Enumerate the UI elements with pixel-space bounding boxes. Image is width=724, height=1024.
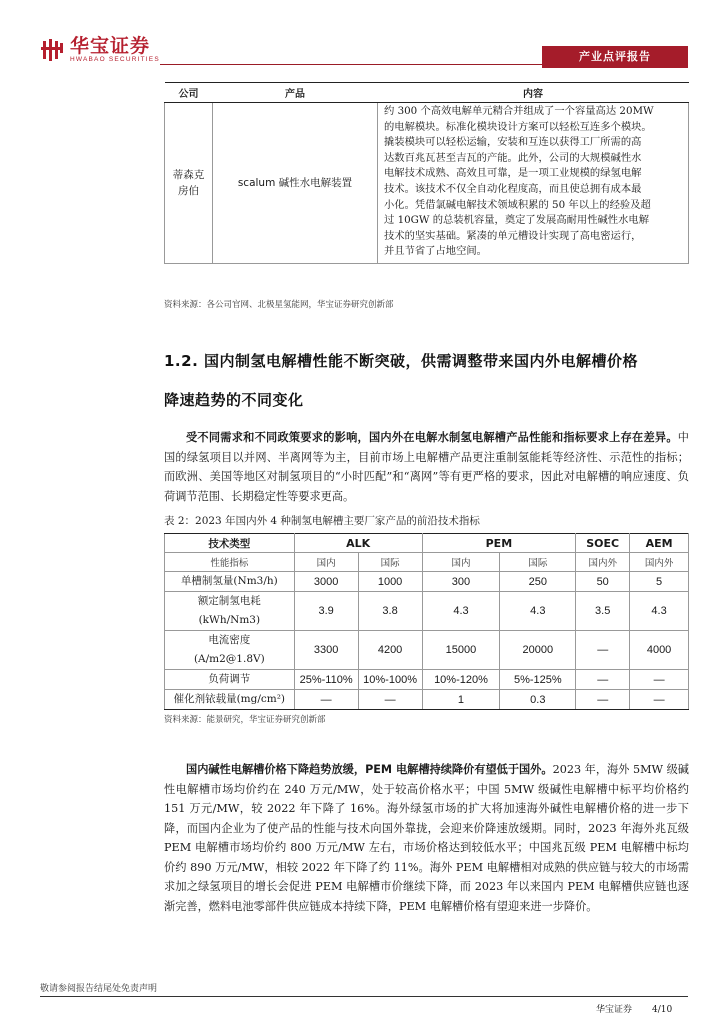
- company-cell: [165, 103, 213, 264]
- cell: 10%-120%: [422, 670, 500, 690]
- paragraph-2-lead: 国内碱性电解槽价格下降趋势放缓，PEM 电解槽持续降价有望低于国外。: [186, 763, 553, 776]
- row-label: 催化剂铱载量(mg/cm²): [165, 690, 295, 710]
- company-line: 房伯: [178, 184, 199, 197]
- header-aem: AEM: [630, 534, 689, 553]
- row-label-line: 额定制氢电耗: [197, 595, 261, 607]
- cell: —: [294, 690, 358, 710]
- content-line: 达数百兆瓦甚至吉瓦的产能。此外，公司的大规模碱性水: [384, 151, 642, 164]
- table-header-row: [165, 83, 689, 103]
- table-row: [165, 592, 689, 631]
- table2-source: 资料来源：能景研究，华宝证券研究创新部: [164, 715, 326, 725]
- content-line: 撬装模块可以轻松运输，安装和互连以获得工厂所需的高: [384, 136, 642, 149]
- table-row: [165, 572, 689, 592]
- cell: 5: [630, 572, 689, 592]
- subhead: 国内外: [630, 553, 689, 572]
- cell: 4.3: [422, 592, 500, 631]
- subhead: 国内外: [576, 553, 630, 572]
- cell: —: [576, 690, 630, 710]
- cell: 250: [500, 572, 576, 592]
- content-line: 电解技术成熟、高效且可靠，是一项工业规模的绿氢电解: [384, 167, 642, 180]
- cell: 3000: [294, 572, 358, 592]
- cell: —: [358, 690, 422, 710]
- cell: 5%-125%: [500, 670, 576, 690]
- table-row: [165, 670, 689, 690]
- row-label-line: 电流密度: [208, 634, 251, 646]
- subhead: 国际: [358, 553, 422, 572]
- company-line: 蒂森克: [172, 168, 205, 181]
- content-line: 小化。凭借氯碱电解技术领域积累的 50 年以上的经验及超: [384, 198, 651, 211]
- page-number: 4/10: [652, 1005, 673, 1015]
- cell: 50: [576, 572, 630, 592]
- table-header-row: [165, 534, 689, 553]
- cell: 3.5: [576, 592, 630, 631]
- company-logo: [40, 36, 160, 64]
- product-cell: scalum 碱性水电解装置: [213, 103, 378, 264]
- paragraph-2-text: 2023 年，海外 5MW 级碱性电解槽市场均价约在 240 万元/MW，处于较高价格水平；中国 5MW 级碱性电解槽中标平均价格约 151 万元/MW，较 2022 年下降了 16%。海外绿氢市场的扩大将加速海外碱性电解槽价格的进一步下降，而国内企业为了使产品的性能与技术向国外靠拢，会迎来价降速放缓期。同时，2023 年海外兆瓦级 PEM 电解槽市场均价约 800 万元/MW 左右，市场价格达到较低水平；中国兆瓦级 PEM 电解槽中标均价约 890 万元/MW，相较 2022 年下降了约 11%。海外 PEM 电解槽相对成熟的供应链与较大的市场需求加之绿氢项目的增长会促进 PEM 电解槽市价继续下降，而 2023 年以来国内 PEM 电解槽供应链也逐渐完善，燃料电池零部件供应链成本持续下降，PEM 电解槽价格有望迎来进一步降价。: [164, 763, 689, 913]
- table1-source: 资料来源：各公司官网、北极星氢能网，华宝证券研究创新部: [164, 300, 394, 310]
- subhead: 国内: [294, 553, 358, 572]
- cell: 1: [422, 690, 500, 710]
- cell: 10%-100%: [358, 670, 422, 690]
- report-type-badge: 产业点评报告: [542, 46, 688, 68]
- cell: 4.3: [500, 592, 576, 631]
- table-row: [165, 690, 689, 710]
- header-content: 内容: [378, 83, 689, 103]
- perf-label: 性能指标: [165, 553, 295, 572]
- row-label: 负荷调节: [165, 670, 295, 690]
- content-line: 约 300 个高效电解单元精合并组成了一个容量高达 20MW: [384, 105, 654, 117]
- table-row: [165, 631, 689, 670]
- logo-mark-icon: [40, 37, 66, 63]
- disclaimer-note: 敬请参阅报告结尾处免责声明: [40, 984, 158, 994]
- footer-company: 华宝证券: [596, 1005, 633, 1015]
- table-subheader-row: [165, 553, 689, 572]
- cell: 15000: [422, 631, 500, 670]
- header-divider: [160, 64, 542, 65]
- header-product: 产品: [213, 83, 378, 103]
- row-label: [165, 631, 295, 670]
- paragraph-1-text: 中国的绿氢项目以并网、半离网等为主，目前市场上电解槽产品更注重制氢能耗等经济性、示范性的指标；而欧洲、美国等地区对制氢项目的“小时匹配”和“离网”等有更严格的要求，因此对电解槽的响应速度、负荷调节范围、长期稳定性等要求更高。: [164, 431, 689, 503]
- cell: 25%-110%: [294, 670, 358, 690]
- header-soec: SOEC: [576, 534, 630, 553]
- table2-caption: 表 2：2023 年国内外 4 种制氢电解槽主要厂家产品的前沿技术指标: [164, 515, 480, 527]
- page-header: [0, 0, 724, 70]
- header-alk: ALK: [294, 534, 422, 553]
- cell: 20000: [500, 631, 576, 670]
- footer-divider: [40, 996, 688, 997]
- cell: 3.9: [294, 592, 358, 631]
- content-line: 并且节省了占地空间。: [384, 245, 487, 258]
- paragraph-1: [164, 428, 689, 506]
- cell: —: [630, 670, 689, 690]
- row-label-line: (kWh/Nm3): [198, 614, 261, 626]
- cell: 4.3: [630, 592, 689, 631]
- logo-english-name: HWABAO SECURITIES: [70, 56, 160, 63]
- paragraph-2: [164, 760, 689, 916]
- cell: 4200: [358, 631, 422, 670]
- logo-chinese-name: 华宝证券: [70, 35, 151, 57]
- cell: —: [576, 670, 630, 690]
- subhead: 国内: [422, 553, 500, 572]
- header-tech-type: 技术类型: [165, 534, 295, 553]
- paragraph-1-lead: 受不同需求和不同政策要求的影响，国内外在电解水制氢电解槽产品性能和指标要求上存在差异。: [186, 431, 678, 444]
- section-title-line1: 1.2. 国内制氢电解槽性能不断突破，供需调整带来国内外电解槽价格: [164, 352, 638, 370]
- footer-info: [596, 1002, 692, 1015]
- content-line: 过 10GW 的总装机容量，奠定了发展高耐用性碱性水电解: [384, 214, 649, 227]
- content-line: 技术的坚实基础。紧凑的单元槽设计实现了高电密运行，: [384, 229, 642, 242]
- content-line: 技术。该技术不仅全自动化程度高，而且使总拥有成本最: [384, 182, 642, 195]
- row-label: 单槽制氢量(Nm3/h): [165, 572, 295, 592]
- row-label: [165, 592, 295, 631]
- section-title-line2: 降速趋势的不同变化: [164, 391, 304, 409]
- cell: 1000: [358, 572, 422, 592]
- table-row: [165, 103, 689, 264]
- header-pem: PEM: [422, 534, 576, 553]
- company-product-table: [164, 82, 689, 264]
- content-line: 的电解模块。标准化模块设计方案可以轻松互连多个模块。: [384, 120, 652, 133]
- cell: 3.8: [358, 592, 422, 631]
- cell: 300: [422, 572, 500, 592]
- cell: 4000: [630, 631, 689, 670]
- cell: 0.3: [500, 690, 576, 710]
- cell: —: [576, 631, 630, 670]
- cell: —: [630, 690, 689, 710]
- tech-indicator-table: [164, 533, 689, 710]
- cell: 3300: [294, 631, 358, 670]
- row-label-line: (A/m2@1.8V): [193, 653, 265, 665]
- content-cell: [378, 103, 689, 264]
- subhead: 国际: [500, 553, 576, 572]
- header-company: 公司: [165, 83, 213, 103]
